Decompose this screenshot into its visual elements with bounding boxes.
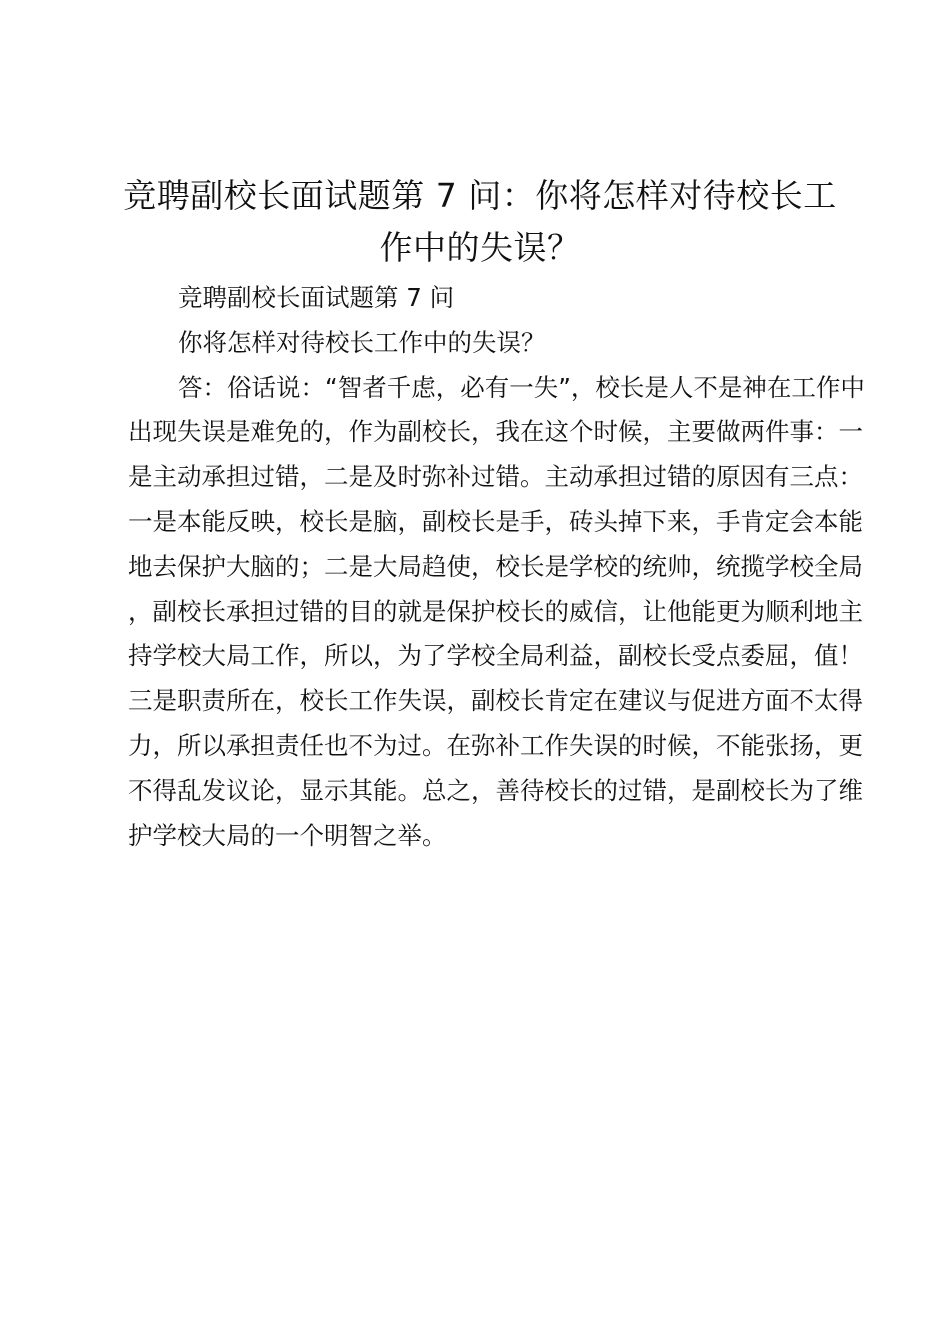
document-title: 竞聘副校长面试题第 7 问：你将怎样对待校长工作中的失误？ xyxy=(123,176,837,267)
document-body xyxy=(128,276,866,858)
paragraph-subtitle: 竞聘副校长面试题第 7 问 xyxy=(178,283,455,312)
paragraph-question: 你将怎样对待校长工作中的失误？ xyxy=(178,327,546,357)
paragraph-answer: 答：俗话说：“智者千虑，必有一失”，校长是人不是神在工作中出现失误是难免的，作为副校长，我在这个时候，主要做两件事：一是主动承担过错，二是及时弥补过错。主动承担过错的原因有三点：一是本能反映，校长是脑，副校长是手，砖头掉下来，手肯定会本能地去保护大脑的；二是大局趋使，校长是学校的统帅，统揽学校全局，副校长承担过错的目的就是保护校长的威信，让他能更为顺利地主持学校大局工作，所以，为了学校全局利益，副校长受点委屈，值！三是职责所在，校长工作失误，副校长肯定在建议与促进方面不太得力，所以承担责任也不为过。在弥补工作失误的时候，不能张扬，更不得乱发议论，显示其能。总之，善待校长的过错，是副校长为了维护学校大局的一个明智之举。 xyxy=(128,372,865,850)
